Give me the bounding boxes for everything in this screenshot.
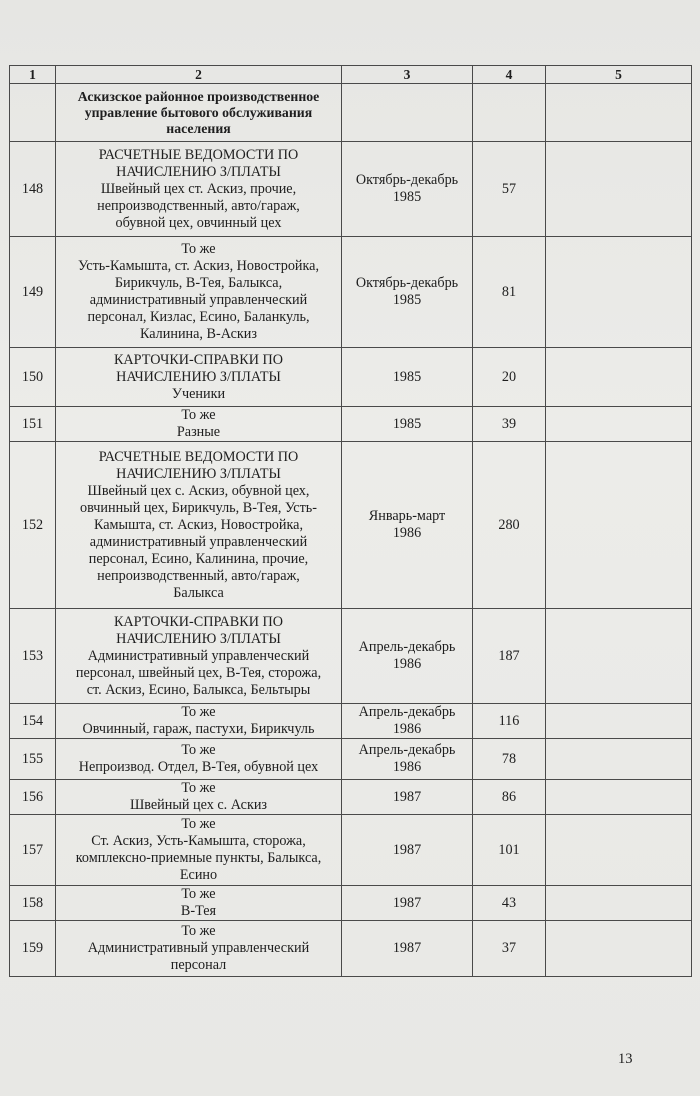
record-title	[56, 886, 342, 921]
record-sheet-count: 86	[473, 780, 546, 815]
record-title-line: Непроизвод. Отдел, В-Тея, обувной цех	[78, 759, 319, 775]
record-number: 148	[10, 142, 56, 237]
column-number-5: 5	[546, 66, 692, 84]
organization-heading	[56, 84, 342, 142]
table-row	[10, 442, 692, 609]
record-dates-line: 1985	[392, 368, 422, 385]
record-note	[546, 780, 692, 815]
record-title-line: Разные	[176, 424, 221, 440]
record-title-line: Овчинный, гараж, пастухи, Бирикчуль	[82, 721, 315, 737]
table-row	[10, 704, 692, 739]
record-dates-line: 1985	[392, 292, 422, 308]
record-title-line: непроизводственный, авто/гараж,	[97, 197, 300, 214]
page-number: 13	[618, 1051, 633, 1067]
table-row	[10, 237, 692, 348]
record-title-line: овчинный цех, Бирикчуль, В-Тея, Усть-	[80, 499, 317, 516]
record-title-line: То же	[181, 742, 216, 758]
record-note	[546, 886, 692, 921]
record-note	[546, 407, 692, 442]
record-title-line: То же	[181, 704, 216, 720]
record-note	[546, 921, 692, 977]
record-number: 157	[10, 815, 56, 886]
organization-line: Аскизское районное производственное	[77, 88, 320, 104]
record-dates-line: 1985	[392, 189, 422, 205]
record-title	[56, 780, 342, 815]
record-dates-line: 1985	[392, 415, 422, 432]
record-note	[546, 815, 692, 886]
record-title-line: КАРТОЧКИ-СПРАВКИ ПО	[113, 351, 284, 368]
record-dates-line: Апрель-декабрь	[358, 639, 456, 655]
record-title	[56, 739, 342, 780]
record-dates-line: 1987	[392, 940, 422, 956]
record-dates-line: Апрель-декабрь	[358, 704, 456, 720]
record-title-line: НАЧИСЛЕНИЮ З/ПЛАТЫ	[116, 465, 281, 482]
record-dates-line: 1986	[392, 656, 422, 672]
record-number: 156	[10, 780, 56, 815]
record-number: 158	[10, 886, 56, 921]
record-title-line: ст. Аскиз, Есино, Балыкса, Бельтыры	[86, 681, 311, 698]
record-dates	[342, 886, 473, 921]
record-title-line: То же	[181, 816, 216, 832]
record-sheet-count: 57	[473, 142, 546, 237]
record-title-line: То же	[181, 886, 216, 902]
record-dates	[342, 921, 473, 977]
record-number: 149	[10, 237, 56, 348]
record-title-line: Усть-Камышта, ст. Аскиз, Новостройка,	[77, 258, 320, 274]
table-row	[10, 142, 692, 237]
record-title-line: Камышта, ст. Аскиз, Новостройка,	[93, 516, 304, 533]
record-dates	[342, 407, 473, 442]
record-title-line: персонал	[170, 957, 227, 973]
record-sheet-count: 39	[473, 407, 546, 442]
record-sheet-count: 81	[473, 237, 546, 348]
record-number: 153	[10, 609, 56, 704]
record-dates-line: 1987	[392, 894, 422, 911]
record-dates	[342, 142, 473, 237]
record-sheet-count: 20	[473, 348, 546, 407]
record-title	[56, 237, 342, 348]
record-title	[56, 348, 342, 407]
record-title-line: Ученики	[171, 385, 226, 402]
record-dates	[342, 815, 473, 886]
record-dates	[342, 237, 473, 348]
column-number-3: 3	[342, 66, 473, 84]
table-row	[10, 780, 692, 815]
record-title-line: административный управленческий	[89, 533, 308, 550]
record-note	[546, 739, 692, 780]
record-note	[546, 348, 692, 407]
record-dates-line: 1986	[392, 525, 422, 541]
record-title-line: персонал, швейный цех, В-Тея, сторожа,	[75, 664, 322, 681]
record-sheet-count: 78	[473, 739, 546, 780]
record-sheet-count: 280	[473, 442, 546, 609]
organization-row	[10, 84, 692, 142]
record-dates	[342, 348, 473, 407]
record-title-line: непроизводственный, авто/гараж,	[97, 567, 300, 584]
record-title-line: комплексно-приемные пункты, Балыкса,	[75, 850, 322, 866]
record-title-line: административный управленческий	[89, 292, 308, 308]
record-title	[56, 442, 342, 609]
record-dates	[342, 780, 473, 815]
record-number: 159	[10, 921, 56, 977]
table-row	[10, 921, 692, 977]
record-title-line: Калинина, В-Аскиз	[139, 326, 257, 342]
record-sheet-count: 101	[473, 815, 546, 886]
record-dates-line: Октябрь-декабрь	[355, 172, 459, 188]
record-title-line: Балыкса	[173, 584, 224, 601]
record-title-line: КАРТОЧКИ-СПРАВКИ ПО	[113, 613, 284, 630]
record-sheet-count: 187	[473, 609, 546, 704]
record-title-line: обувной цех, овчинный цех	[115, 214, 282, 231]
table-row	[10, 348, 692, 407]
record-dates-line: 1987	[392, 788, 422, 805]
record-dates-line: Октябрь-декабрь	[355, 275, 459, 291]
record-title	[56, 609, 342, 704]
record-title	[56, 921, 342, 977]
record-dates	[342, 442, 473, 609]
record-title-line: То же	[181, 241, 216, 257]
record-title-line: РАСЧЕТНЫЕ ВЕДОМОСТИ ПО	[98, 146, 299, 163]
record-number: 151	[10, 407, 56, 442]
record-dates	[342, 739, 473, 780]
record-dates-line: 1986	[392, 759, 422, 775]
record-title-line: Бирикчуль, В-Тея, Балыкса,	[114, 275, 283, 291]
record-dates-line: 1987	[392, 841, 422, 858]
column-number-4: 4	[473, 66, 546, 84]
record-number: 152	[10, 442, 56, 609]
record-title-line: НАЧИСЛЕНИЮ З/ПЛАТЫ	[116, 163, 281, 180]
record-dates-line: Январь-март	[368, 508, 446, 524]
column-number-row	[10, 66, 692, 84]
record-number: 154	[10, 704, 56, 739]
column-number-2: 2	[56, 66, 342, 84]
table-row	[10, 815, 692, 886]
table-row	[10, 739, 692, 780]
record-title-line: НАЧИСЛЕНИЮ З/ПЛАТЫ	[116, 630, 281, 647]
record-title	[56, 704, 342, 739]
record-title-line: Ст. Аскиз, Усть-Камышта, сторожа,	[91, 833, 306, 849]
record-dates	[342, 609, 473, 704]
record-title-line: персонал, Есино, Калинина, прочие,	[88, 550, 309, 567]
record-title-line: РАСЧЕТНЫЕ ВЕДОМОСТИ ПО	[98, 448, 299, 465]
record-title-line: То же	[181, 407, 216, 423]
record-sheet-count: 116	[473, 704, 546, 739]
record-title-line: Швейный цех с. Аскиз	[129, 797, 268, 813]
record-note	[546, 704, 692, 739]
record-title-line: То же	[181, 923, 216, 939]
table-row	[10, 407, 692, 442]
record-title	[56, 407, 342, 442]
record-title-line: Швейный цех ст. Аскиз, прочие,	[100, 180, 297, 197]
organization-line: населения	[166, 120, 231, 136]
record-title-line: Швейный цех с. Аскиз, обувной цех,	[87, 482, 310, 499]
record-title	[56, 815, 342, 886]
record-title-line: Административный управленческий	[87, 647, 310, 664]
record-dates	[342, 704, 473, 739]
record-title-line: НАЧИСЛЕНИЮ З/ПЛАТЫ	[116, 368, 281, 385]
record-note	[546, 609, 692, 704]
record-title-line: персонал, Кизлас, Есино, Баланкуль,	[87, 309, 310, 325]
table-row	[10, 609, 692, 704]
record-title	[56, 142, 342, 237]
table-row	[10, 886, 692, 921]
record-sheet-count: 43	[473, 886, 546, 921]
record-note	[546, 237, 692, 348]
record-dates-line: 1986	[392, 721, 422, 737]
record-title-line: В-Тея	[180, 903, 217, 919]
record-note	[546, 142, 692, 237]
organization-line: управление бытового обслуживания	[84, 104, 313, 120]
record-dates-line: Апрель-декабрь	[358, 742, 456, 758]
record-sheet-count: 37	[473, 921, 546, 977]
column-number-1: 1	[10, 66, 56, 84]
record-number: 155	[10, 739, 56, 780]
record-note	[546, 442, 692, 609]
record-title-line: Административный управленческий	[87, 940, 310, 956]
archive-inventory-table	[9, 65, 692, 977]
record-number: 150	[10, 348, 56, 407]
record-title-line: Есино	[179, 867, 218, 883]
record-title-line: То же	[181, 780, 216, 796]
